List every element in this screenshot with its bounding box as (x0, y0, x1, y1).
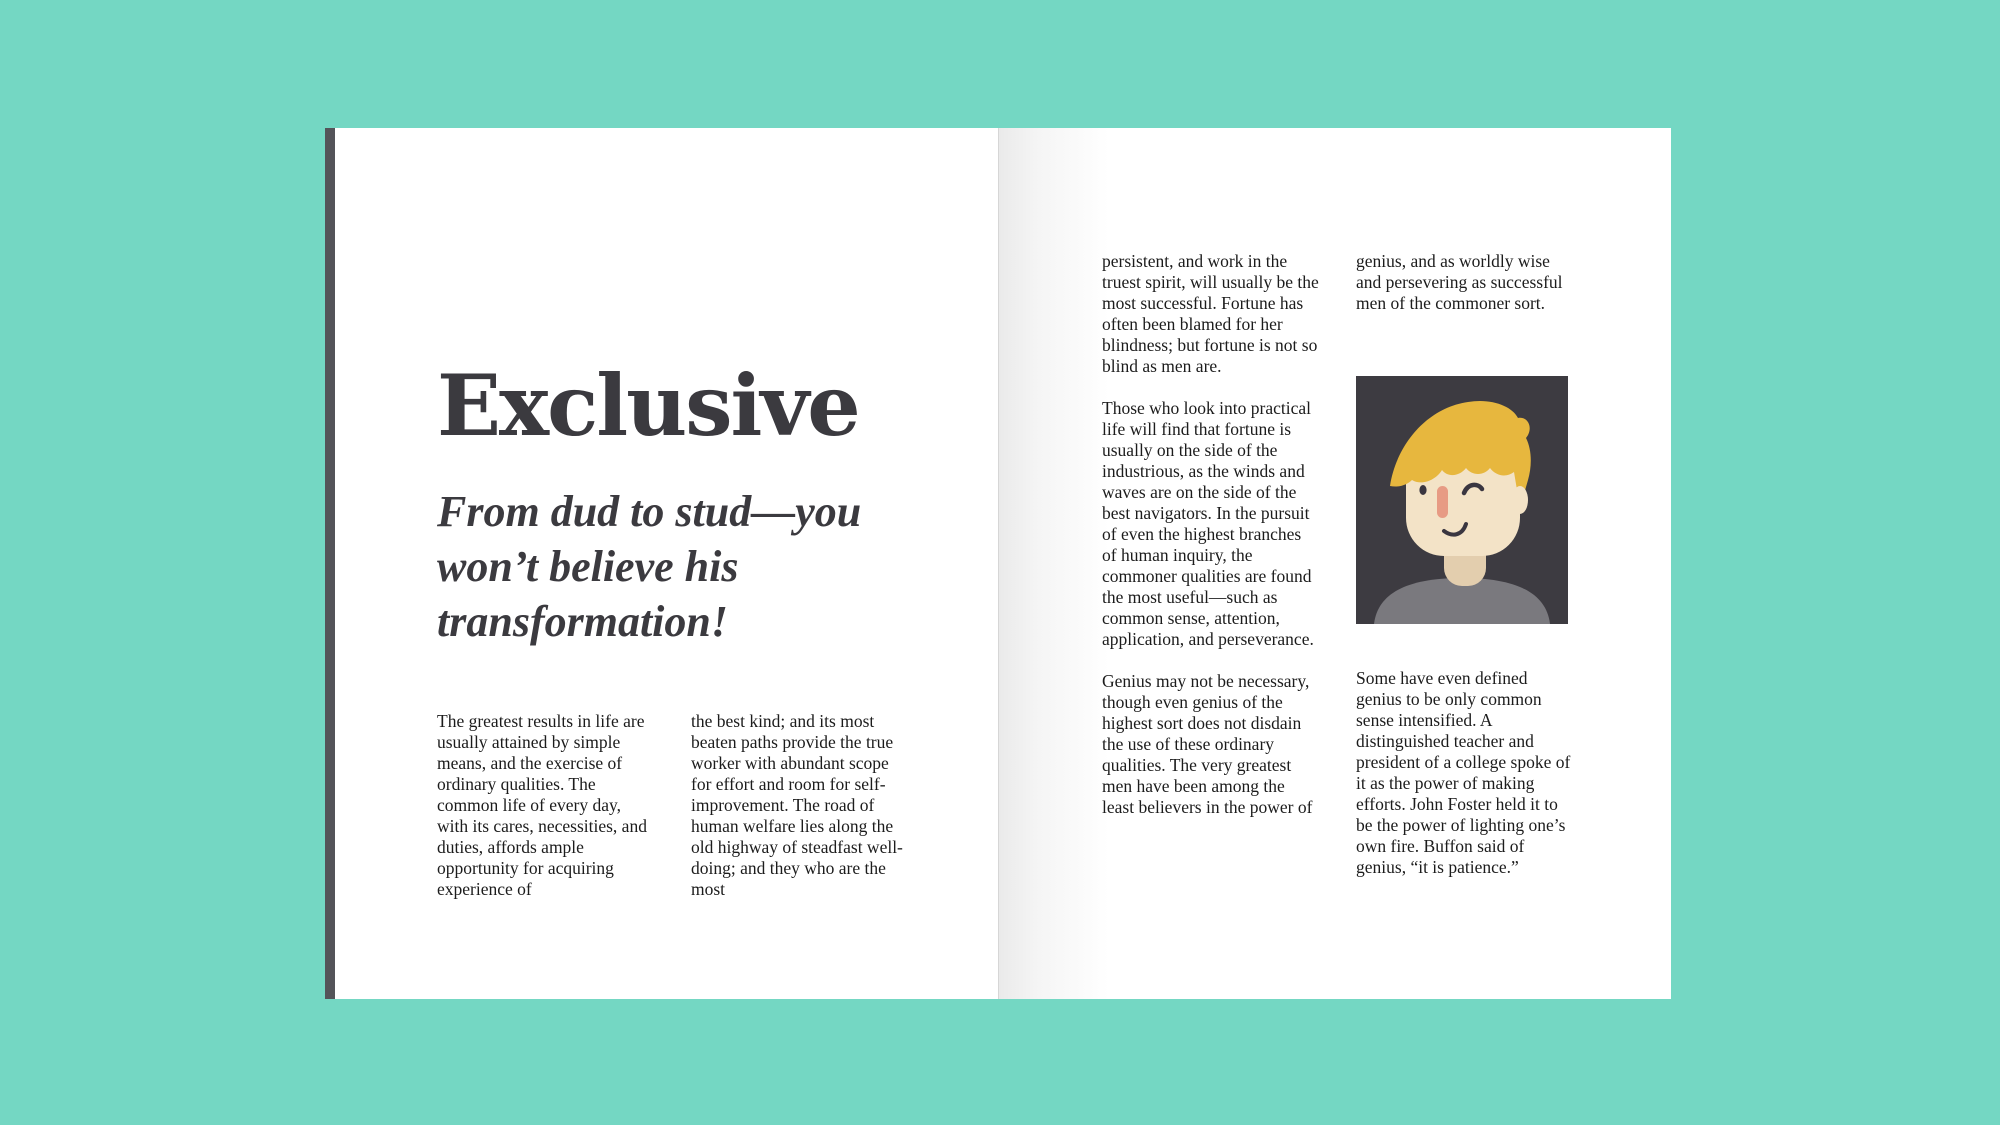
body-paragraph: Some have even defined genius to be only common sense intensified. A distinguished teacher and president of a college spoke of it as the power of making efforts. John Foster held it to be the power of lighting one’s own fire. Buffon said of genius, “it is patience.” (1356, 668, 1571, 877)
body-paragraph: Those who look into practical life will find that fortune is usually on the side of the industrious, as the winds and waves are on the side of the best navigators. In the pursuit of even the highest branches of human inquiry, the commoner qualities are found the most useful—such as common sense, attention, application, and perseverance. (1102, 398, 1314, 649)
winking-man-avatar-icon (1356, 376, 1568, 624)
article-subhead: From dud to stud—you won’t believe his transformation! (437, 487, 862, 646)
nose-shape (1437, 486, 1448, 518)
article-headline: Exclusive (437, 356, 859, 455)
portrait-illustration (1356, 376, 1568, 624)
right-page-column-2-bottom (1356, 668, 1574, 878)
body-paragraph: genius, and as worldly wise and persevering as successful men of the commoner sort. (1356, 251, 1563, 313)
page-gutter (998, 128, 999, 999)
spine-bar (325, 128, 335, 999)
body-paragraph: The greatest results in life are usually attained by simple means, and the exercise of ordinary qualities. The common life of every day, with its cares, necessities, and duties, affords ample opportunity for acquiring experience of (437, 711, 647, 899)
eye-open-shape (1419, 485, 1426, 495)
magazine-spread (325, 128, 1671, 999)
right-page-column-2-top (1356, 251, 1574, 314)
left-page-column-1 (437, 711, 655, 900)
right-page-column-1 (1102, 251, 1320, 818)
left-page-column-2 (691, 711, 909, 900)
body-paragraph: the best kind; and its most beaten paths provide the true worker with abundant scope for effort and room for self-improvement. The road of human welfare lies along the old highway of steadfast well-doing; and they who are the most (691, 711, 903, 899)
ear-shape (1512, 486, 1528, 514)
body-paragraph: Genius may not be necessary, though even genius of the highest sort does not disdain the use of these ordinary qualities. The very greatest men have been among the least believers in the power of (1102, 671, 1313, 817)
body-paragraph: persistent, and work in the truest spirit, will usually be the most successful. Fortune has often been blamed for her blindness; but fortune is not so blind as men are. (1102, 251, 1319, 376)
